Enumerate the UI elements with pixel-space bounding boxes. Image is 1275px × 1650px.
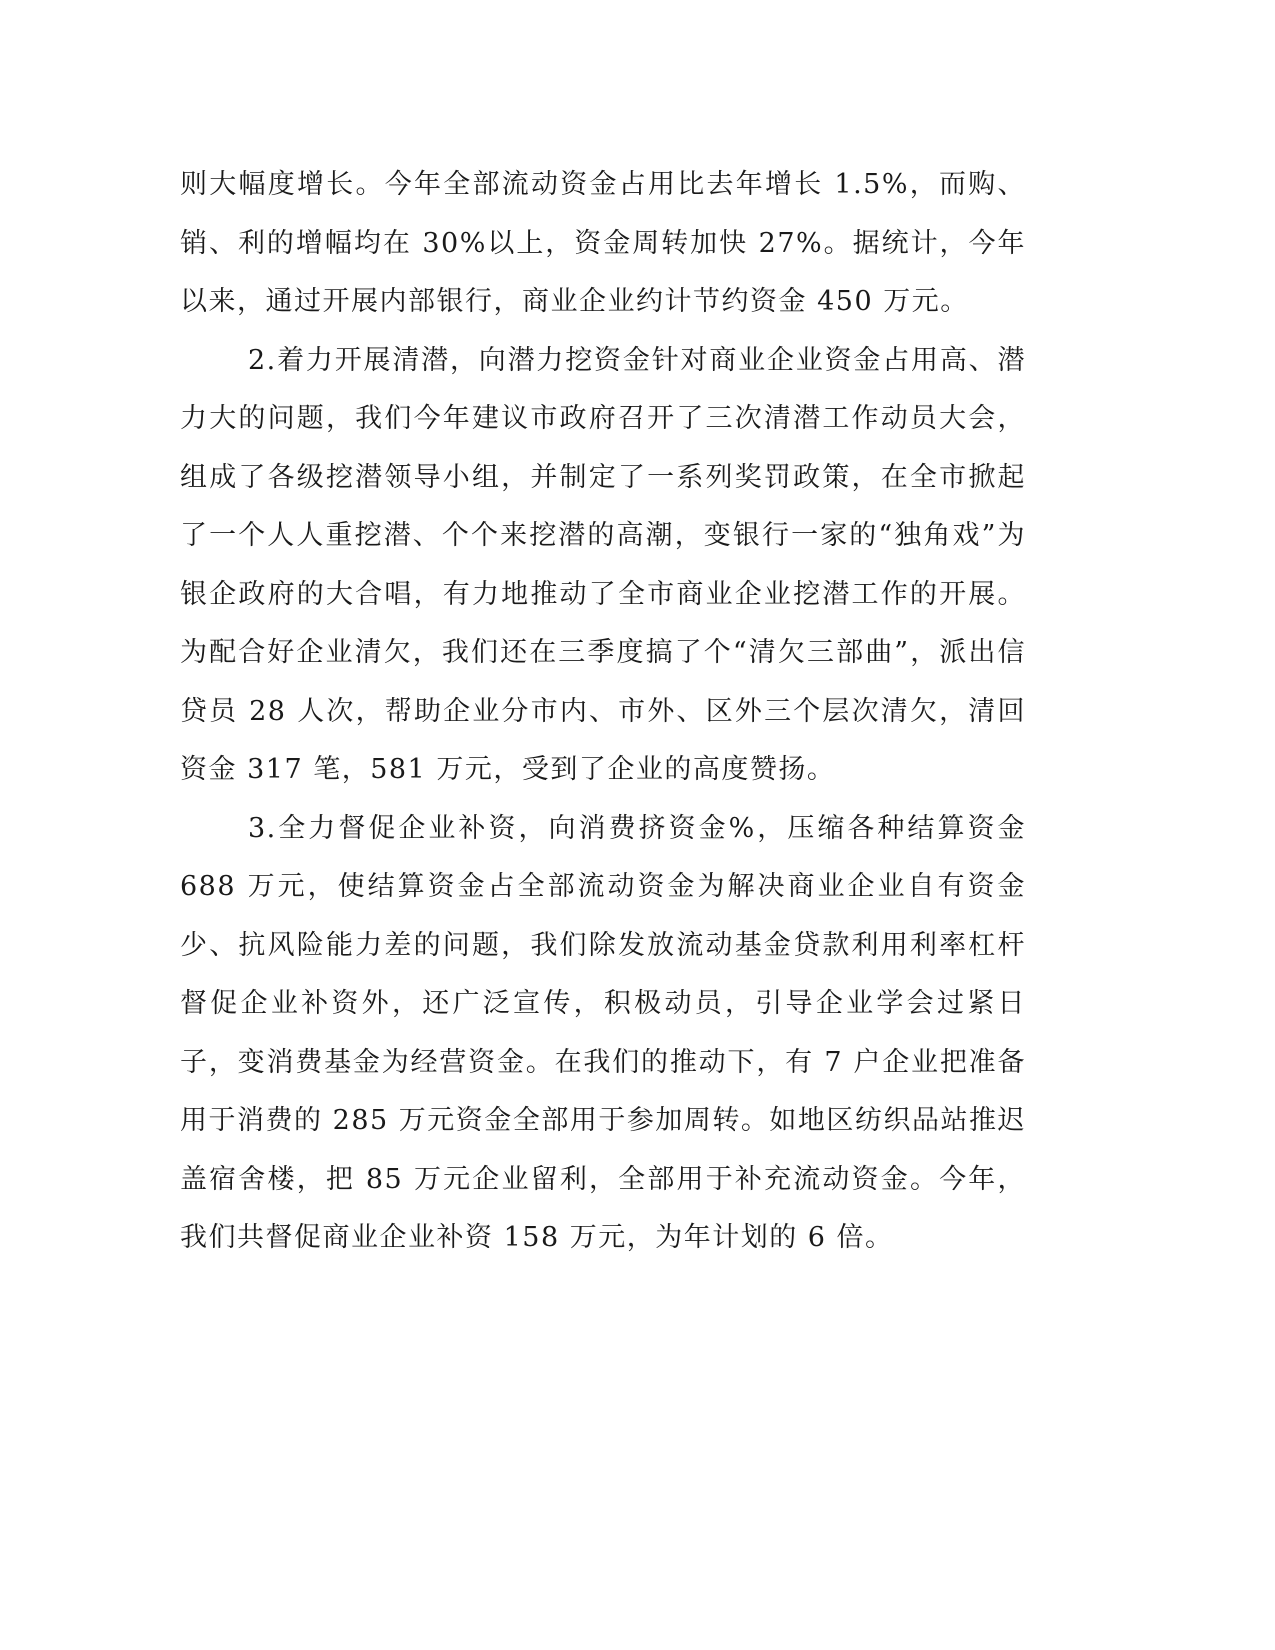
document-body — [180, 156, 1026, 1268]
paragraph-continuation: 则大幅度增长。今年全部流动资金占用比去年增长 1.5%，而购、销、利的增幅均在 30%以上，资金周转加快 27%。据统计，今年以来，通过开展内部银行，商业企业约计节约资金 450 万元。 — [180, 169, 1026, 317]
paragraph-item-2: 2.着力开展清潜，向潜力挖资金针对商业企业资金占用高、潜力大的问题，我们今年建议市政府召开了三次清潜工作动员大会，组成了各级挖潜领导小组，并制定了一系列奖罚政策，在全市掀起了一个人人重挖潜、个个来挖潜的高潮，变银行一家的“独角戏”为银企政府的大合唱，有力地推动了全市商业企业挖潜工作的开展。为配合好企业清欠，我们还在三季度搞了个“清欠三部曲”，派出信贷员 28 人次，帮助企业分市内、市外、区外三个层次清欠，清回资金 317 笔，581 万元，受到了企业的高度赞扬。 — [180, 344, 1026, 785]
paragraph-item-3: 3.全力督促企业补资，向消费挤资金%，压缩各种结算资金 688 万元，使结算资金占全部流动资金为解决商业企业自有资金少、抗风险能力差的问题，我们除发放流动基金贷款利用利率杠杆督促企业补资外，还广泛宣传，积极动员，引导企业学会过紧日子，变消费基金为经营资金。在我们的推动下，有 7 户企业把准备用于消费的 285 万元资金全部用于参加周转。如地区纺织品站推迟盖宿舍楼，把 85 万元企业留利，全部用于补充流动资金。今年，我们共督促商业企业补资 158 万元，为年计划的 6 倍。 — [180, 812, 1026, 1253]
